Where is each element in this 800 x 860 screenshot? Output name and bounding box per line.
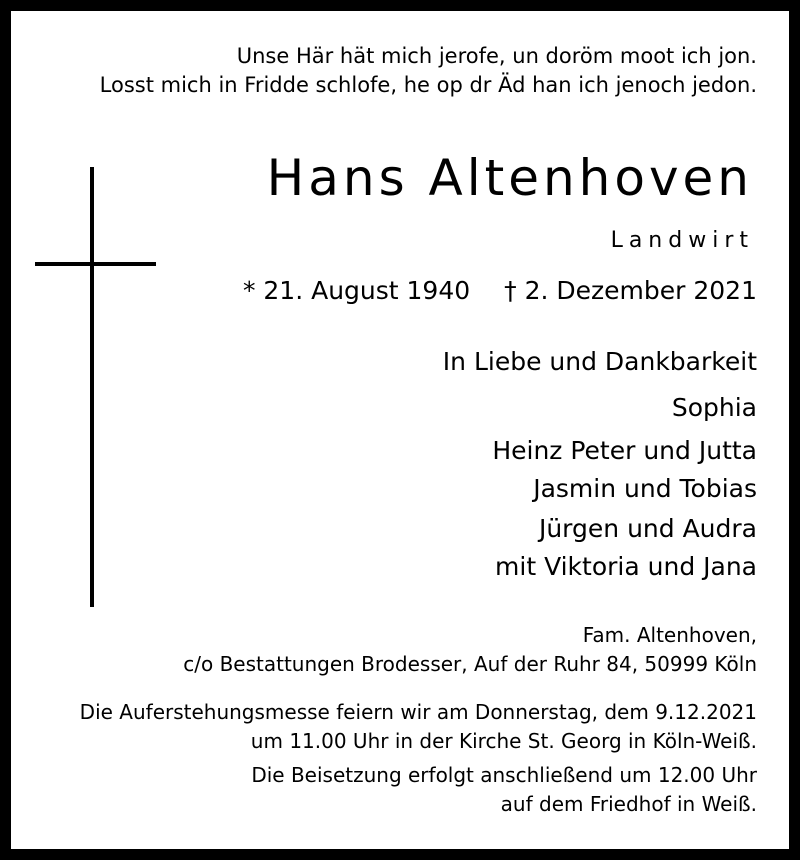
mass-line: um 11.00 Uhr in der Kirche St. Georg in Köln-Weiß. bbox=[250, 729, 757, 753]
cross-icon-crossbar bbox=[35, 262, 156, 266]
birth-date: * 21. August 1940 bbox=[242, 276, 471, 305]
mourner-line: Heinz Peter und Jutta bbox=[492, 436, 757, 465]
cross-icon bbox=[90, 167, 94, 607]
life-dates bbox=[243, 276, 757, 305]
address-line: c/o Bestattungen Brodesser, Auf der Ruhr 84, 50999 Köln bbox=[183, 652, 757, 676]
mass-notice bbox=[80, 698, 757, 756]
mourner-spouse: Sophia bbox=[671, 393, 757, 422]
death-date: † 2. Dezember 2021 bbox=[504, 276, 757, 305]
poem-line: Unse Här hät mich jerofe, un doröm moot ich jon. bbox=[236, 44, 757, 68]
mourner-line: Jürgen und Audra bbox=[538, 514, 757, 543]
contact-address bbox=[183, 621, 757, 679]
burial-notice bbox=[251, 761, 757, 819]
deceased-profession: Landwirt bbox=[610, 228, 754, 253]
mass-line: Die Auferstehungsmesse feiern wir am Donnerstag, dem 9.12.2021 bbox=[79, 700, 757, 724]
deceased-name: Hans Altenhoven bbox=[266, 149, 753, 207]
burial-line: Die Beisetzung erfolgt anschließend um 12.00 Uhr bbox=[251, 763, 757, 787]
mourners-intro: In Liebe und Dankbarkeit bbox=[442, 347, 757, 376]
poem-line: Losst mich in Fridde schlofe, he op dr Äd han ich jenoch jedon. bbox=[99, 73, 757, 97]
mourner-line: Jasmin und Tobias bbox=[533, 474, 757, 503]
burial-line: auf dem Friedhof in Weiß. bbox=[500, 792, 757, 816]
address-line: Fam. Altenhoven, bbox=[582, 623, 757, 647]
mourner-group bbox=[495, 510, 757, 586]
mourner-line: mit Viktoria und Jana bbox=[495, 552, 757, 581]
poem bbox=[100, 42, 757, 100]
mourner-group bbox=[492, 432, 757, 508]
